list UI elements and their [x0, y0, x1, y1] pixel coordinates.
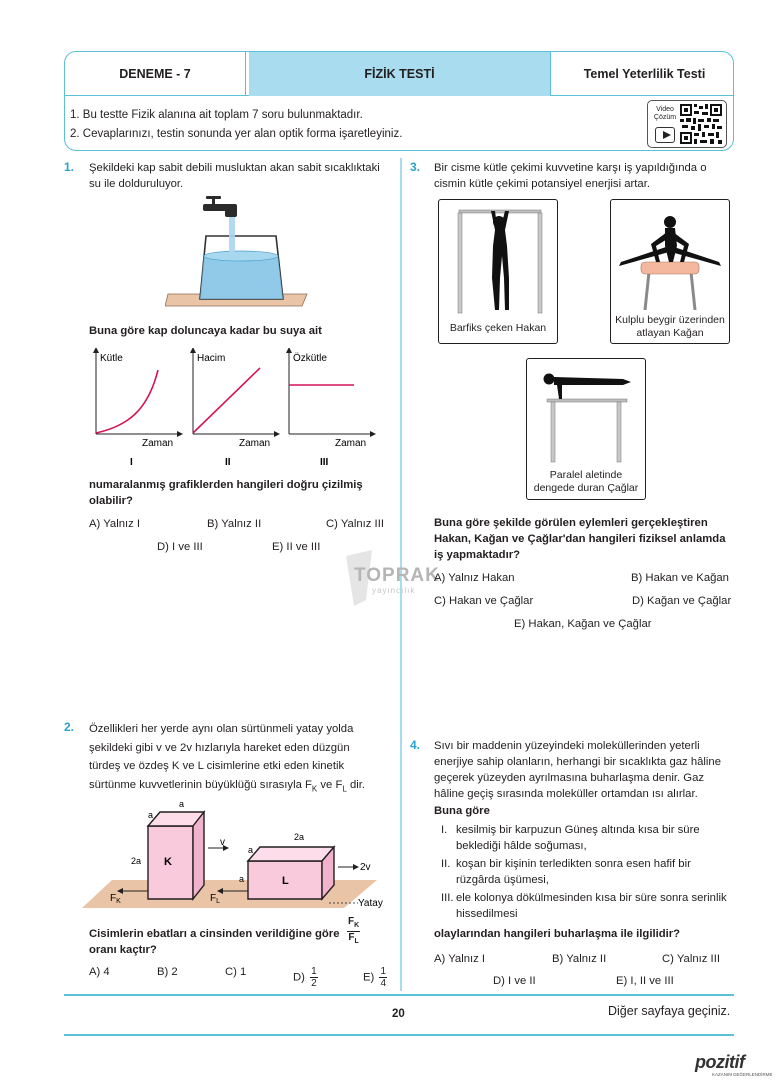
q1-prompt: Buna göre kap doluncaya kadar bu suya ait [89, 325, 322, 337]
q1-stem [89, 160, 380, 192]
instructions [70, 106, 402, 144]
container-faucet-figure [165, 196, 310, 311]
q2-option-e-den: 4 [380, 978, 386, 989]
q4-item-2-num: II. [441, 858, 451, 870]
q2-number: 2. [64, 720, 75, 734]
q2-option-b[interactable]: B) 2 [157, 966, 178, 978]
parallel-bars-caption-line-2: dengede duran Çağlar [533, 482, 639, 494]
q2-option-d-den: 2 [311, 978, 317, 989]
exam-label: DENEME - 7 [65, 52, 246, 96]
q2-option-d-num: 1 [311, 966, 317, 977]
q1-graphs [88, 348, 390, 472]
q2-option-e[interactable] [363, 966, 387, 989]
q4-item-1-line-2: beklediği hâlde soğuması, [456, 840, 587, 852]
subject-title: FİZİK TESTİ [249, 52, 551, 96]
q2-ratio-num-f: F [348, 916, 355, 927]
q3-stem-line-1: Bir cisme kütle çekimi kuvvetine karşı iş yapıldığında o [434, 162, 707, 174]
brand-tagline: KAZANIM DEĞERLENDİRME [712, 1072, 773, 1077]
qr-label-solution: Çözüm [653, 114, 677, 121]
block-l-height: a [239, 874, 245, 884]
q1-question-line-2: olabilir? [89, 495, 133, 507]
friction-l-f: F [210, 893, 217, 904]
q2-stem [89, 720, 365, 798]
q3-option-c[interactable]: C) Hakan ve Çağlar [434, 595, 534, 607]
parallel-bars-picture [526, 358, 646, 500]
test-type: Temel Yeterlilik Testi [583, 67, 706, 81]
instruction-1: 1. Bu testte Fizik alanına ait toplam 7 soru bulunmaktadır. [70, 109, 363, 121]
page-number: 20 [392, 1008, 405, 1020]
play-icon [655, 127, 675, 143]
pommel-horse-caption-line-2: atlayan Kağan [636, 327, 704, 339]
graph-3 [289, 350, 373, 468]
block-l-velocity: 2v [360, 862, 371, 873]
q4-item-1 [441, 822, 700, 854]
q1-option-e[interactable]: E) II ve III [272, 541, 321, 553]
q1-question [89, 477, 363, 509]
q1-option-a[interactable]: A) Yalnız I [89, 518, 141, 530]
pullup-caption: Barfiks çeken Hakan [449, 322, 547, 334]
q4-item-1-line-1: kesilmiş bir karpuzun Güneş altında kısa bir süre [456, 824, 700, 836]
q2-option-d-fraction [310, 966, 318, 989]
q2-ratio-num-sub: K [354, 922, 360, 929]
q4-item-3-line-2: hissedilmesi [456, 908, 518, 920]
q3-question-line-3: iş yapmaktadır? [434, 549, 521, 561]
graph-2 [193, 350, 277, 468]
q3-option-b[interactable]: B) Hakan ve Kağan [631, 572, 729, 584]
q4-item-3-line-1: ele kolonya dökülmesinden kısa bir süre sonra serinlik [456, 892, 727, 904]
q4-item-3 [441, 890, 727, 922]
q4-stem-line-3: geçerek yüzeyden ayrılmasına buharlaşma denir. Gaz [434, 772, 705, 784]
faucet-spout [225, 204, 237, 217]
water-fill [200, 256, 283, 299]
friction-l-sub: L [216, 898, 221, 905]
footer-bottom-rule [64, 1034, 734, 1036]
q3-number: 3. [410, 160, 421, 174]
q2-option-a[interactable]: A) 4 [89, 966, 110, 978]
pommel-horse-figure-icon [611, 200, 729, 312]
qr-label [652, 106, 678, 122]
graph-3-ylabel: Özkütle [293, 353, 327, 364]
q4-number: 4. [410, 738, 421, 752]
block-l-label: L [282, 875, 289, 887]
graph-3-roman: III [320, 457, 329, 468]
q1-question-line-1: numaralanmış grafiklerden hangileri doğru çizilmiş [89, 479, 363, 491]
q4-option-e[interactable]: E) I, II ve III [616, 975, 674, 987]
brand-logo: pozitif [695, 1052, 745, 1072]
friction-k-sub: K [116, 898, 121, 905]
q2-stem-line-4 [89, 776, 365, 799]
q2-option-e-num: 1 [380, 966, 386, 977]
q2-question-line-2: oranı kaçtır? [89, 944, 157, 956]
graph-3-xlabel: Zaman [335, 438, 367, 449]
parallel-bars-caption-line-1: Paralel aletinde [549, 469, 623, 481]
friction-k-f: F [110, 893, 117, 904]
q4-item-2-line-2: rüzgârda üşümesi, [456, 874, 549, 886]
q3-question [434, 515, 726, 563]
q2-option-d[interactable] [293, 966, 318, 989]
ground-label: Yatay [358, 898, 383, 909]
block-k-depth: a [179, 799, 185, 809]
q3-question-line-2: Hakan, Kağan ve Çağlar'dan hangileri fiziksel anlamda [434, 533, 726, 545]
q2-question-line-1: Cisimlerin ebatları a cinsinden verildiğine göre [89, 928, 340, 940]
qr-code-icon [680, 104, 722, 144]
pommel-horse-caption-line-1: Kulplu beygir üzerinden [615, 314, 725, 326]
instruction-2: 2. Cevaplarınızı, testin sonunda yer alan optik forma işaretleyiniz. [70, 128, 403, 140]
q3-stem-line-2: cismin kütle çekimi potansiyel enerjisi artar. [434, 178, 650, 190]
q4-stem-line-4: hâline geçiş sırasında moleküller ortamdan ısı alırlar. [434, 788, 698, 800]
q2-option-e-letter: E) [363, 971, 375, 984]
graph-1-roman: I [130, 457, 133, 468]
q2-stem-text: sürtünme kuvvetlerinin büyüklüğü sırasıyla F [89, 778, 312, 791]
q4-item-2 [441, 856, 691, 888]
q2-ratio-den-sub: L [354, 938, 359, 945]
q4-question: olaylarından hangileri buharlaşma ile ilgilidir? [434, 928, 681, 940]
q2-ratio-den-f: F [348, 932, 355, 943]
q2-ratio-num [347, 916, 360, 932]
q2-option-c[interactable]: C) 1 [225, 966, 247, 978]
q1-stem-line-1: Şekildeki kap sabit debili musluktan akan sabit sıcaklıktaki [89, 162, 380, 174]
watermark-brand: TOPRAK [354, 565, 440, 586]
q4-stem-line-1: Sıvı bir maddenin yüzeyindeki moleküllerinden yeterli [434, 740, 700, 752]
water-surface [204, 251, 278, 261]
q1-number: 1. [64, 160, 75, 174]
q4-buna-gore: Buna göre [434, 805, 490, 817]
block-l-width: 2a [294, 832, 305, 842]
block-k-label: K [164, 856, 172, 868]
graph-1-xlabel: Zaman [142, 438, 174, 449]
q4-option-b[interactable]: B) Yalnız II [552, 953, 607, 965]
block-k-width: a [148, 810, 154, 820]
q2-stem-line-2: şekildeki gibi v ve 2v hızlarıyla hareket eden düzgün [89, 741, 350, 754]
graph-1-ylabel: Kütle [100, 353, 123, 364]
q4-option-a[interactable]: A) Yalnız I [434, 953, 486, 965]
q3-option-e[interactable]: E) Hakan, Kağan ve Çağlar [514, 618, 652, 630]
pommel-horse-caption [611, 314, 729, 340]
block-k-velocity: v [220, 837, 225, 848]
qr-label-video: Video [656, 106, 674, 113]
graph-2-xlabel: Zaman [239, 438, 271, 449]
pommel-horse-picture [610, 199, 730, 344]
block-l-depth: a [248, 845, 254, 855]
q2-option-e-fraction [379, 966, 387, 989]
q4-stem [434, 738, 721, 802]
q3-option-a[interactable]: A) Yalnız Hakan [434, 572, 515, 584]
next-page-note: Diğer sayfaya geçiniz. [608, 1004, 731, 1018]
test-header [64, 51, 734, 151]
watermark-sub: yayıncılık [372, 586, 416, 595]
q2-stem-and: ve F [317, 778, 343, 791]
blocks-figure [82, 796, 392, 914]
q3-question-line-1: Buna göre şekilde görülen eylemleri gerçekleştiren [434, 517, 708, 529]
q2-ratio-den [347, 932, 360, 947]
q2-stem-line-1: Özellikleri her yerde aynı olan sürtünmeli yatay yolda [89, 723, 354, 735]
q2-stem-end: dir. [346, 778, 366, 791]
water-stream [229, 216, 235, 256]
q4-item-1-num: I. [441, 824, 448, 836]
q2-stem-fl-sub: L [342, 783, 347, 793]
block-k-height: 2a [131, 856, 142, 866]
q2-stem-fk-sub: K [311, 783, 318, 793]
q4-stem-line-2: enerjiye sahip olanların, herhangi bir sıcaklıkta gaz hâline [434, 756, 721, 768]
q1-stem-line-2: su ile dolduruluyor. [89, 178, 184, 190]
q2-question [89, 926, 340, 958]
q2-stem-line-3: türdeş ve özdeş K ve L cisimlerine etki eden kinetik [89, 760, 345, 772]
footer-top-rule [64, 994, 734, 996]
graph-2-line [193, 368, 260, 433]
faucet-handle-icon [206, 196, 221, 199]
video-solution-qr[interactable] [647, 100, 727, 148]
graph-2-ylabel: Hacim [197, 353, 226, 364]
q4-item-2-line-1: koşan bir kişinin terledikten sonra esen hafif bir [456, 858, 691, 870]
q1-option-d[interactable]: D) I ve III [157, 541, 203, 553]
q3-option-d[interactable]: D) Kağan ve Çağlar [632, 595, 732, 607]
q2-ratio [347, 916, 360, 947]
q4-item-3-num: III. [441, 892, 454, 904]
q1-option-c[interactable]: C) Yalnız III [326, 518, 384, 530]
q4-option-d[interactable]: D) I ve II [493, 975, 536, 987]
q1-option-b[interactable]: B) Yalnız II [207, 518, 262, 530]
graph-1 [96, 350, 180, 468]
pullup-picture [438, 199, 558, 344]
q4-option-c[interactable]: C) Yalnız III [662, 953, 720, 965]
parallel-bars-figure-icon [527, 359, 645, 467]
graph-2-roman: II [225, 457, 231, 468]
q3-stem [434, 160, 707, 192]
parallel-bars-caption [527, 469, 645, 495]
header-bar [65, 52, 733, 96]
q2-option-d-letter: D) [293, 971, 305, 984]
graph-1-curve [96, 370, 158, 433]
pullup-figure-icon [439, 200, 557, 315]
